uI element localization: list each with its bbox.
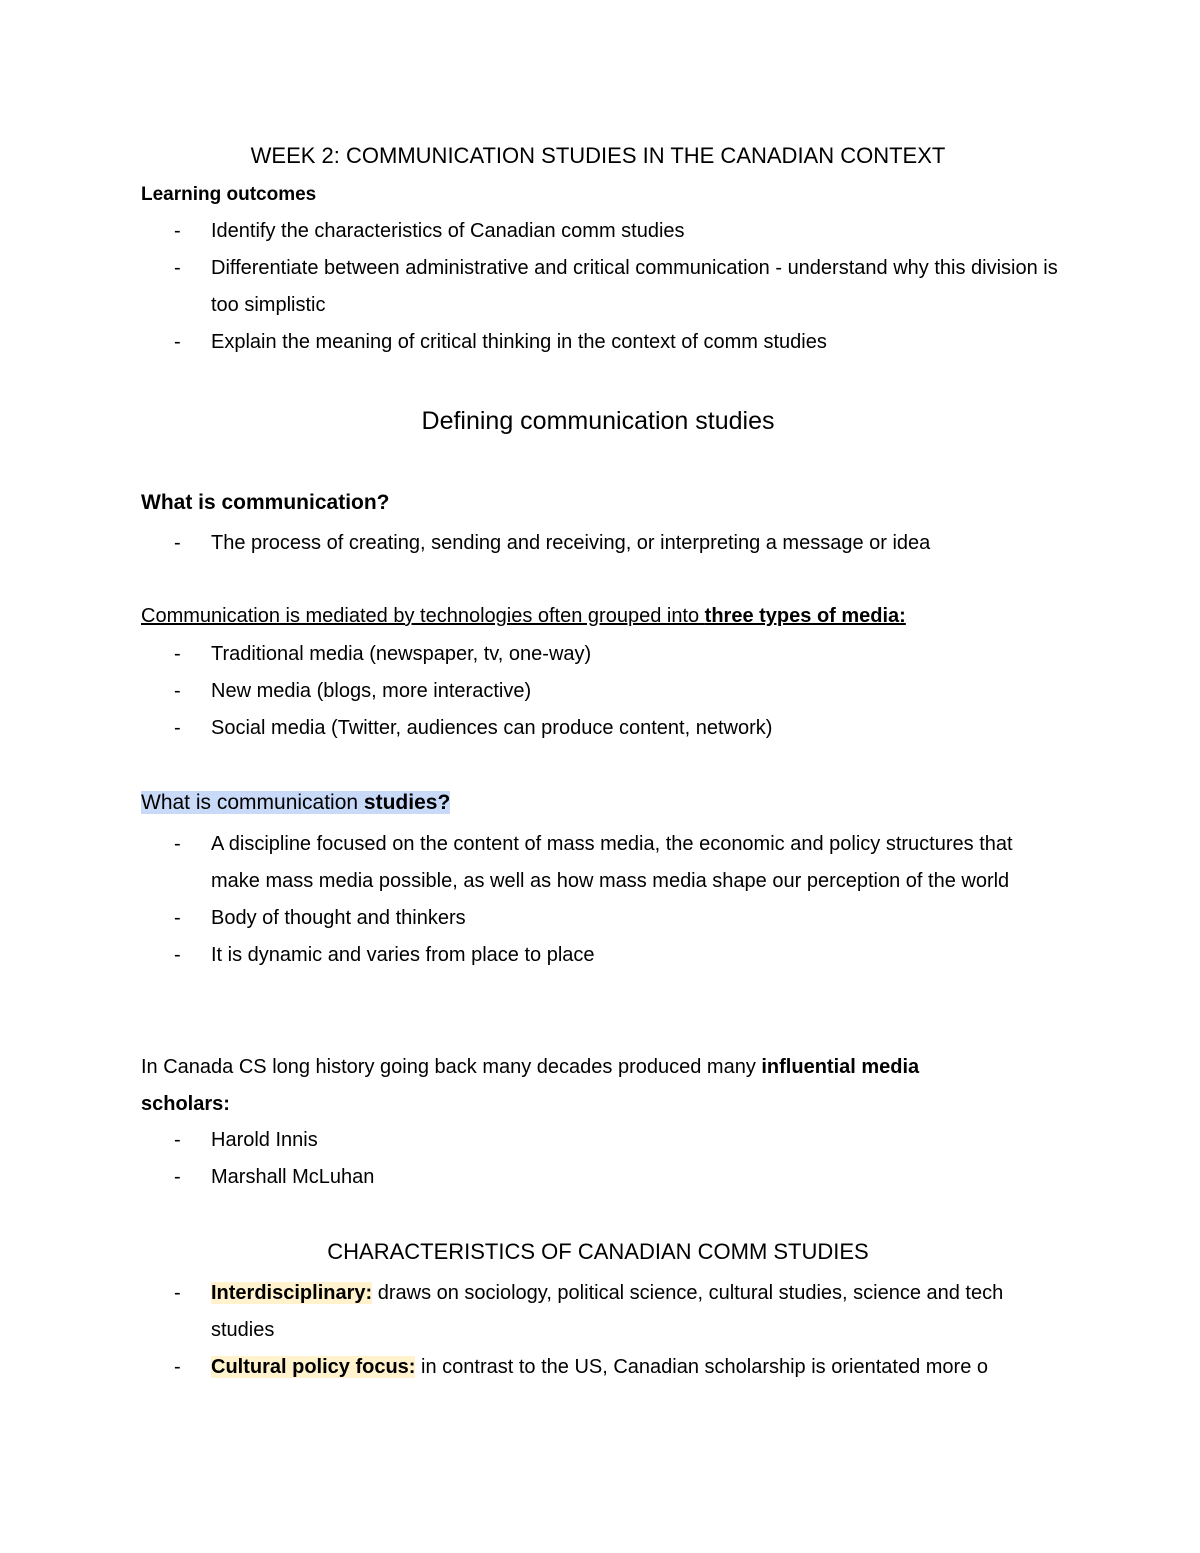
bullet-dash: - <box>174 1129 181 1151</box>
bullet-dash: - <box>174 833 181 855</box>
list-item: - The process of creating, sending and receiving, or interpreting a message or idea <box>141 525 1061 562</box>
list-item: - Marshall McLuhan <box>141 1159 1061 1196</box>
comm-studies-list <box>141 826 1061 974</box>
characteristics-list <box>141 1275 1061 1386</box>
learning-outcomes-label: Learning outcomes <box>141 184 317 205</box>
document-title: WEEK 2: COMMUNICATION STUDIES IN THE CANADIAN CONTEXT <box>250 143 946 168</box>
scholars-bold: influential media scholars: <box>141 1056 920 1115</box>
list-item: - Differentiate between administrative and critical communication - understand why this division is too simplistic <box>141 250 1061 324</box>
list-item: - Social media (Twitter, audiences can produce content, network) <box>141 710 1061 747</box>
bullet-dash: - <box>174 1356 181 1378</box>
list-item: - Explain the meaning of critical thinking in the context of comm studies <box>141 324 1061 361</box>
list-item: - New media (blogs, more interactive) <box>141 673 1061 710</box>
communication-definition-list <box>141 525 1061 562</box>
canada-scholars-intro: In Canada CS long history going back many decades produced many influential media scholars: <box>141 1056 920 1115</box>
bullet-dash: - <box>174 944 181 966</box>
bullet-dash: - <box>174 717 181 739</box>
bullet-dash: - <box>174 643 181 665</box>
learning-outcomes-list <box>141 213 1061 361</box>
media-types-bold: three types of media: <box>704 605 906 627</box>
term-interdisciplinary: Interdisciplinary: <box>211 1282 373 1304</box>
list-item: - Traditional media (newspaper, tv, one-way) <box>141 636 1061 673</box>
list-item: - Interdisciplinary: draws on sociology, political science, cultural studies, science and tech studies <box>141 1275 1061 1349</box>
section-heading: Defining communication studies <box>421 407 775 435</box>
bullet-dash: - <box>174 680 181 702</box>
bullet-dash: - <box>174 532 181 554</box>
term-cultural-policy: Cultural policy focus: <box>211 1356 416 1378</box>
list-item: - A discipline focused on the content of mass media, the economic and policy structures that make mass media possible, as well as how mass media shape our perception of the world <box>141 826 1061 900</box>
bullet-dash: - <box>174 331 181 353</box>
bullet-dash: - <box>174 257 181 279</box>
list-item: - Body of thought and thinkers <box>141 900 1061 937</box>
media-types-list <box>141 636 1061 747</box>
scholars-list <box>141 1122 1061 1196</box>
bullet-dash: - <box>174 1282 181 1304</box>
list-item: - Identify the characteristics of Canadian comm studies <box>141 213 1061 250</box>
media-types-intro: Communication is mediated by technologies often grouped into three types of media: <box>141 605 906 627</box>
list-item: - Harold Innis <box>141 1122 1061 1159</box>
list-item: - Cultural policy focus: in contrast to the US, Canadian scholarship is orientated more o <box>141 1349 1061 1386</box>
what-is-communication-heading: What is communication? <box>141 491 390 514</box>
bullet-dash: - <box>174 907 181 929</box>
what-is-comm-studies-heading <box>141 788 450 818</box>
highlighted-heading: What is communication studies? <box>141 791 451 814</box>
bullet-dash: - <box>174 1166 181 1188</box>
bullet-dash: - <box>174 220 181 242</box>
characteristics-heading: CHARACTERISTICS OF CANADIAN COMM STUDIES <box>327 1239 869 1264</box>
list-item: - It is dynamic and varies from place to place <box>141 937 1061 974</box>
